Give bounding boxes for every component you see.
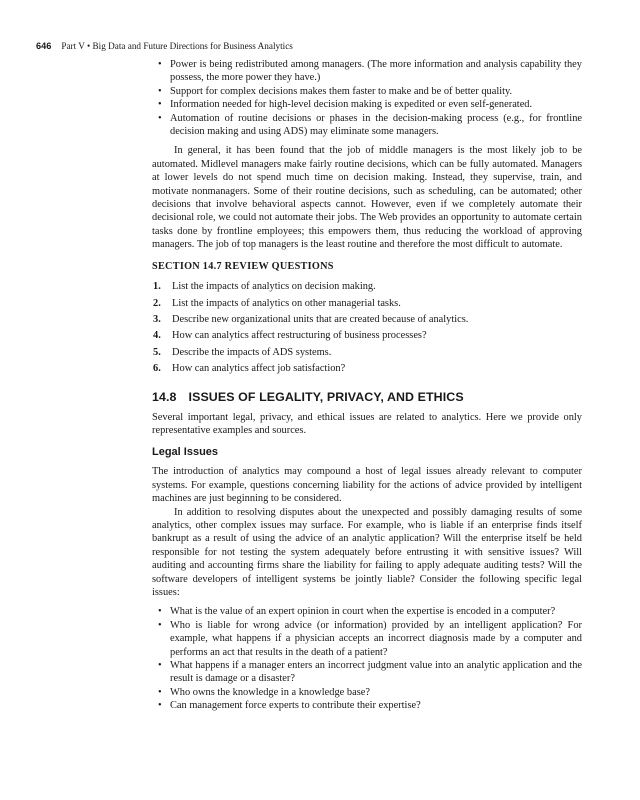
impact-bullet-list	[152, 58, 582, 138]
list-item: • Who owns the knowledge in a knowledge base?	[170, 686, 582, 699]
list-item: • What happens if a manager enters an incorrect judgment value into an analytic application and the result is damage or a disaster?	[170, 659, 582, 686]
legal-paragraph-2: In addition to resolving disputes about the unexpected and possibly damaging results of some analytics, other complex issues may surface. For example, who is liable if an enterprise finds itself bankrupt as a result of using the advice of an analytic application? Will the enterprise itself be held responsible for not testing the system adequately before entrusting it with sensitive issues? Will auditing and accounting firms share the liability for failing to apply adequate auditing tests? Will the software developers of intelligent systems be jointly liable? Consider the following specific legal issues:	[152, 506, 582, 598]
question-number: 6.	[153, 363, 161, 375]
review-question	[153, 328, 582, 344]
list-item: • Automation of routine decisions or phases in the decision-making process (e.g., for frontline decision making and using ADS) may eliminate some managers.	[170, 112, 582, 139]
review-question	[153, 345, 582, 361]
legal-paragraph-1: The introduction of analytics may compound a host of legal issues already relevant to computer systems. For example, questions concerning liability for the actions of advice provided by intelligent machines are just beginning to be considered.	[152, 466, 582, 505]
list-item: • Power is being redistributed among managers. (The more information and analysis capability they possess, the more power they have.)	[170, 58, 582, 85]
question-text: Describe new organizational units that are created because of analytics.	[172, 313, 469, 325]
question-text: How can analytics affect job satisfaction?	[172, 363, 346, 375]
question-number: 5.	[153, 346, 161, 358]
page-number: 646	[36, 41, 52, 51]
question-number: 4.	[153, 330, 161, 342]
list-item: • Who is liable for wrong advice (or information) provided by an intelligent application? For example, what happens if a physician accepts an incorrect diagnosis made by a computer and performs an act that results in the death of a patient?	[170, 619, 582, 659]
question-text: How can analytics affect restructuring of business processes?	[172, 330, 427, 342]
section-heading	[152, 390, 582, 405]
question-text: Describe the impacts of ADS systems.	[172, 346, 332, 358]
question-number: 2.	[153, 297, 161, 309]
review-questions-list	[152, 279, 582, 377]
review-questions-heading: SECTION 14.7 REVIEW QUESTIONS	[152, 260, 334, 272]
legal-issues-list	[152, 605, 582, 712]
section-title: ISSUES OF LEGALITY, PRIVACY, AND ETHICS	[188, 389, 464, 404]
review-question	[153, 361, 582, 377]
list-item: • Support for complex decisions makes them faster to make and be of better quality.	[170, 85, 582, 98]
middle-managers-paragraph: In general, it has been found that the job of middle managers is the most likely job to be automated. Midlevel managers make fairly routine decisions, which can be fully automated. Managers at lower levels do not spend much time on decision making. Instead, they supervise, train, and motivate nonmanagers. Some of their routine decisions, such as scheduling, can be automated; other decisions that involve behavioral aspects cannot. However, even if we completely automate their decisional role, we could not automate their jobs. The Web provides an opportunity to automate certain tasks done by frontline employees; this empowers them, thus reducing the workload of approving managers. The job of top managers is the least routine and therefore the most difficult to automate.	[152, 145, 582, 251]
running-head-text: Part V • Big Data and Future Directions for Business Analytics	[61, 41, 293, 51]
section-number: 14.8	[152, 389, 177, 404]
legal-issues-heading: Legal Issues	[152, 446, 219, 459]
question-number: 3.	[153, 313, 161, 325]
list-item: • What is the value of an expert opinion in court when the expertise is encoded in a computer?	[170, 605, 582, 618]
running-head	[36, 40, 293, 53]
review-question	[153, 312, 582, 328]
review-question	[153, 296, 582, 312]
list-item: • Can management force experts to contribute their expertise?	[170, 699, 582, 712]
question-number: 1.	[153, 281, 161, 293]
list-item: • Information needed for high-level decision making is expedited or even self-generated.	[170, 98, 582, 111]
body-text	[152, 58, 582, 713]
review-question	[153, 279, 582, 295]
question-text: List the impacts of analytics on other managerial tasks.	[172, 297, 401, 309]
question-text: List the impacts of analytics on decision making.	[172, 281, 376, 293]
section-intro-paragraph: Several important legal, privacy, and ethical issues are related to analytics. Here we provide only representative examples and sources.	[152, 411, 582, 436]
